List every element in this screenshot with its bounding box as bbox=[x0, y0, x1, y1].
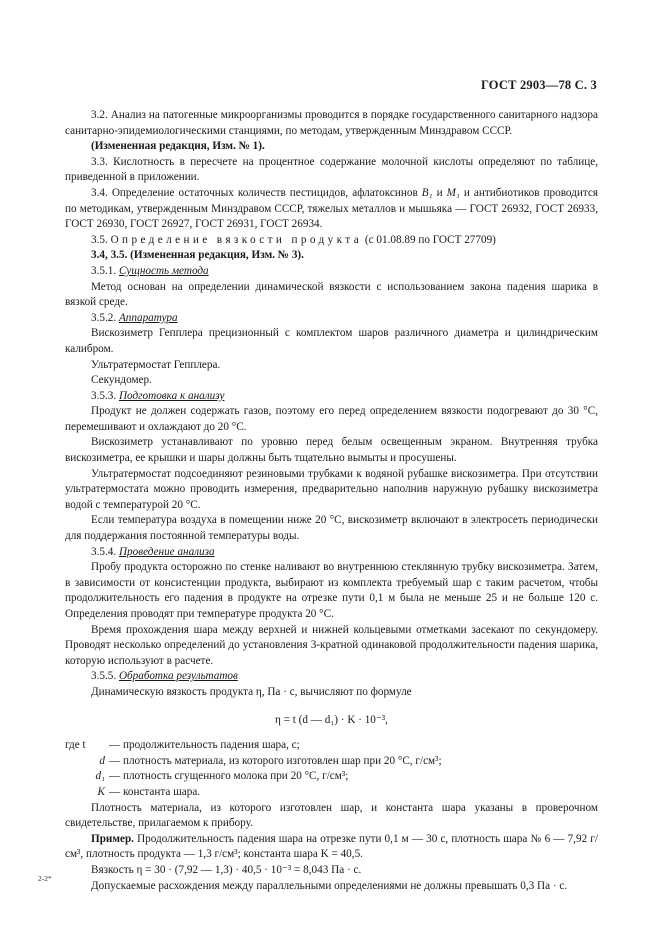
section-3-5-3-heading: 3.5.3. Подготовка к анализу bbox=[91, 389, 225, 402]
paragraph-analysis-2: Время прохождения шара между верхней и нижней кольцевыми отметками засекают по секундомеру. Проводят несколько определений до установления 3-кратной одинаковой продолжительности падения шарика, которую используют в расчете. bbox=[65, 623, 598, 667]
paragraph-3-3: 3.3. Кислотность в пересчете на процентное содержание молочной кислоты определяют по таблице, приведенной в приложении. bbox=[65, 155, 598, 184]
paragraph-3-4: 3.4. Определение остаточных количеств пестицидов, афлатоксинов B₁ и M₁ и антибиотиков проводится по методикам, утвержденным Минздравом СССР, тяжелых металлов и мышьяка — ГОСТ 26932, ГОСТ 26933, ГОСТ 26930, ГОСТ 26927, ГОСТ 26931, ГОСТ 26934. bbox=[65, 186, 598, 231]
definition-row bbox=[65, 785, 598, 801]
document-body bbox=[65, 108, 598, 894]
definition-text: — константа шара. bbox=[109, 785, 201, 798]
paragraph-method: Метод основан на определении динамической вязкости с использованием закона падения шарика в вязкой среде. bbox=[65, 280, 598, 309]
paragraph-example-result: Вязкость η = 30 · (7,92 — 1,3) · 40,5 · 10⁻³ = 8,043 Па · с. bbox=[91, 863, 362, 876]
paragraph-thermostat: Ультратермостат Гепплера. bbox=[91, 358, 221, 371]
paragraph-tolerance: Допускаемые расхождения между параллельными определениями не должны превышать 0,3 Па · с. bbox=[91, 879, 568, 892]
paragraph-prep-4: Если температура воздуха в помещении ниже 20 °С, вискозиметр включают в электросеть периодически для поддержания постоянной температуры воды. bbox=[65, 514, 598, 543]
paragraph-3-5: 3.5. Определение вязкости продукта (с 01.08.89 по ГОСТ 27709) bbox=[91, 233, 496, 246]
page-footer-mark: 2-2* bbox=[38, 874, 52, 883]
paragraph-prep-2: Вискозиметр устанавливают по уровню перед белым освещенным экраном. Внутренняя трубка вискозиметра, ее крышки и шары должны быть тщательно вымыты и просушены. bbox=[65, 436, 598, 465]
section-3-5-4-heading: 3.5.4. Проведение анализа bbox=[91, 545, 215, 558]
viscosity-formula: η = t (d — d₁) · K · 10⁻³, bbox=[275, 713, 388, 726]
definition-row bbox=[65, 769, 598, 785]
definition-symbol: K bbox=[97, 785, 105, 798]
definition-text: — плотность сгущенного молока при 20 °С, г/см³; bbox=[109, 770, 349, 783]
definition-row bbox=[65, 754, 598, 770]
amendment-note-3: 3.4, 3.5. (Измененная редакция, Изм. № 3). bbox=[91, 249, 304, 262]
formula-definitions bbox=[65, 738, 598, 800]
paragraph-example: Пример. Продолжительность падения шара на отрезке пути 0,1 м — 30 с, плотность шара № 6 — 7,92 г/см³, плотность продукта — 1,3 г/см³; константа шара K = 40,5. bbox=[65, 832, 598, 861]
definition-symbol: где t bbox=[65, 739, 86, 752]
paragraph-viscometer: Вискозиметр Гепплера прецизионный с комплектом шаров различного диаметра и цилиндрическим калибром. bbox=[65, 327, 598, 355]
paragraph-density-note: Плотность материала, из которого изготовлен шар, и константа шара указаны в проверочном свидетельстве, прилагаемом к прибору. bbox=[65, 801, 598, 830]
definition-row bbox=[65, 738, 598, 754]
section-3-5-1-heading: 3.5.1. Сущность метода bbox=[91, 264, 209, 277]
definition-text: — плотность материала, из которого изготовлен шар при 20 °С, г/см³; bbox=[109, 754, 442, 767]
paragraph-prep-1: Продукт не должен содержать газов, поэтому его перед определением вязкости подогревают до 30 °С, перемешивают и охлаждают до 20 °С. bbox=[65, 405, 598, 433]
definition-symbol: d bbox=[99, 754, 105, 767]
paragraph-stopwatch: Секундомер. bbox=[91, 374, 152, 387]
paragraph-prep-3: Ультратермостат подсоединяют резиновыми трубками к водяной рубашке вискозиметра. При отсутствии ультратермостата можно проводить измерения, предварительно наполнив наружную рубашку вискозиметра водой с температурой 20 °С. bbox=[65, 467, 598, 511]
page-header: ГОСТ 2903—78 С. 3 bbox=[480, 78, 597, 92]
section-3-5-5-heading: 3.5.5. Обработка результатов bbox=[91, 670, 238, 683]
definition-symbol: d₁ bbox=[95, 770, 105, 783]
paragraph-calc-intro: Динамическую вязкость продукта η, Па · с, вычисляют по формуле bbox=[91, 685, 412, 698]
amendment-note-1: (Измененная редакция, Изм. № 1). bbox=[91, 140, 265, 153]
section-3-5-2-heading: 3.5.2. Аппаратура bbox=[91, 311, 178, 324]
definition-text: — продолжительность падения шара, с; bbox=[109, 739, 300, 752]
paragraph-analysis-1: Пробу продукта осторожно по стенке наливают во внутреннюю стеклянную трубку вискозиметра. Затем, в зависимости от консистенции продукта, выбирают из комплекта требуемый шар с таким расчетом, чтобы продолжительность его падения в продукте на отрезке пути 0,1 м была не меньше 25 и не больше 120 с. Определения проводят при температуре продукта 20 °С. bbox=[65, 561, 598, 620]
paragraph-3-2: 3.2. Анализ на патогенные микроорганизмы проводится в порядке государственного санитарного надзора санитарно-эпидемиологическими станциями, по методам, утвержденным Минздравом СССР. bbox=[65, 109, 598, 137]
